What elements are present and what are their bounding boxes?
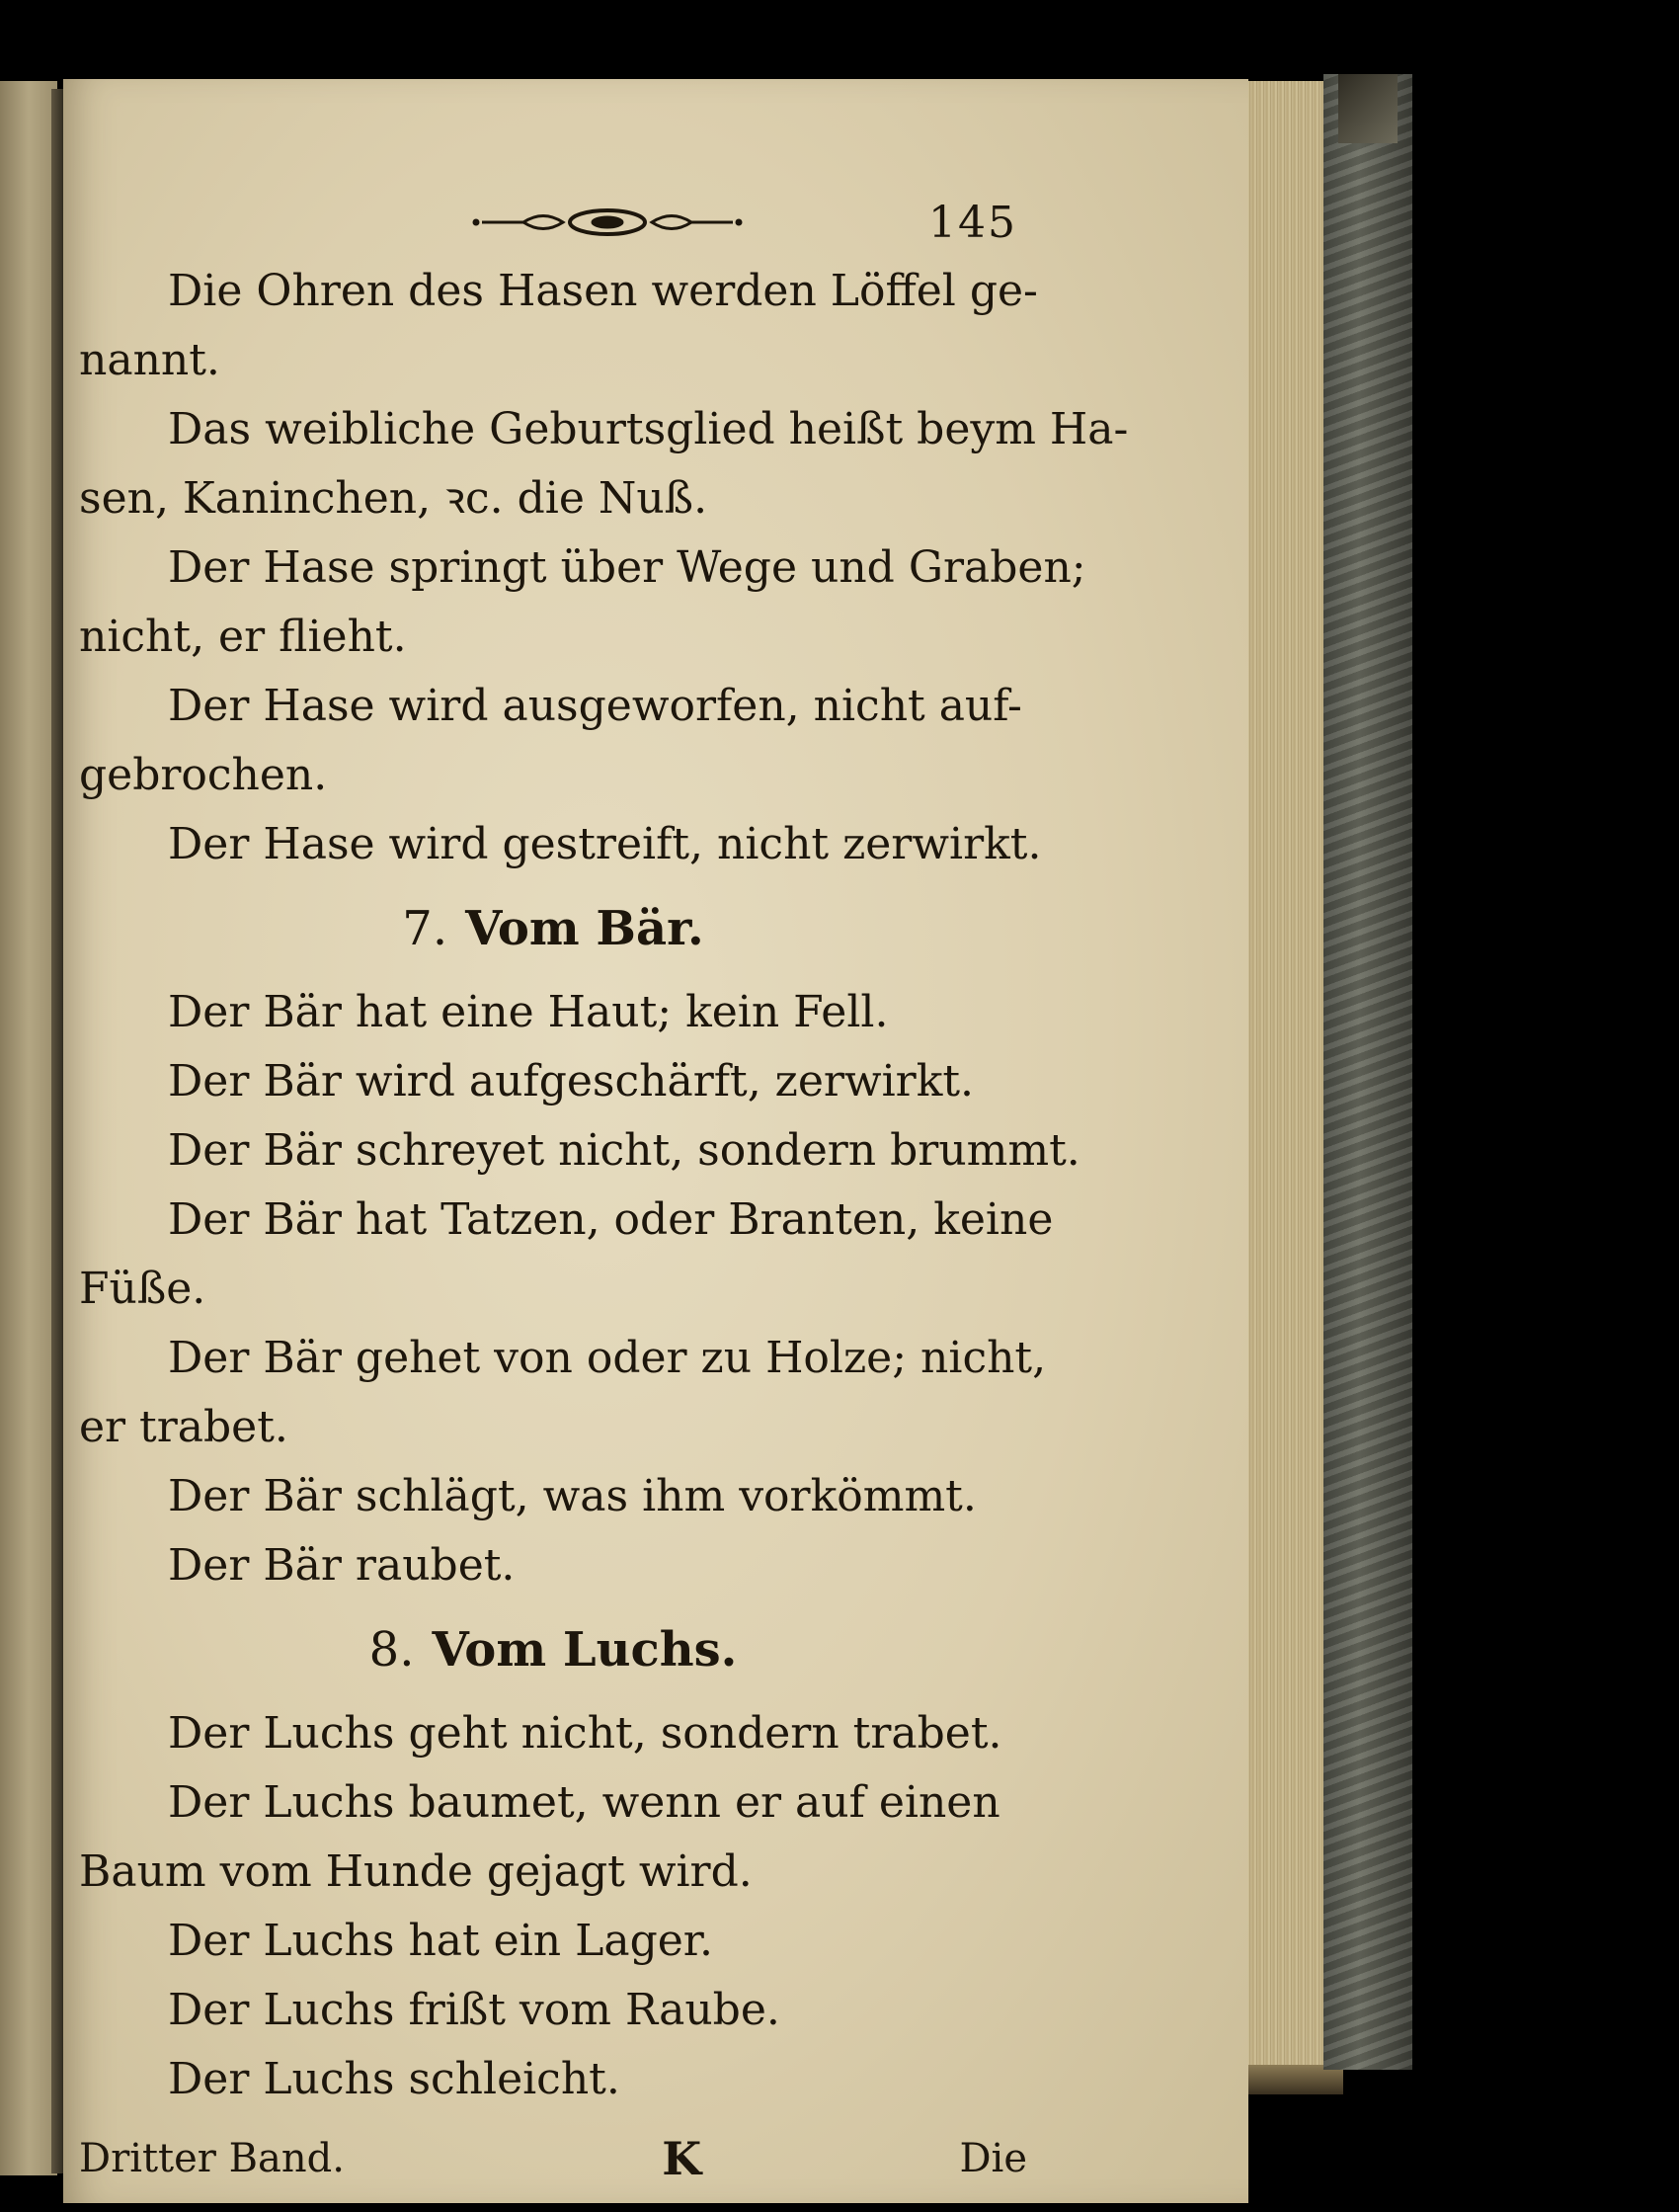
paragraph-line: Der Luchs frißt vom Raube. [168, 1985, 780, 2035]
paragraph-line: sen, Kaninchen, ꝛc. die Nuß. [79, 473, 708, 524]
paragraph-line: Der Luchs schleicht. [168, 2054, 620, 2104]
facing-page-edge [0, 81, 57, 2175]
paragraph-line: gebrochen. [79, 750, 328, 800]
page-text [79, 188, 1129, 2193]
paragraph-line: er trabet. [79, 1402, 288, 1452]
paragraph-line: Der Luchs baumet, wenn er auf einen [168, 1777, 1000, 1828]
paragraph-line: nicht, er flieht. [79, 612, 407, 662]
hare-paragraphs [79, 257, 1129, 879]
paragraph-line: Baum vom Hunde gejagt wird. [79, 1846, 753, 1897]
paragraph-line: Der Bär schreyet nicht, sondern brummt. [168, 1125, 1080, 1176]
paragraph-line: Der Luchs geht nicht, sondern trabet. [168, 1708, 1002, 1759]
paragraph-line: Das weibliche Geburtsglied heißt beym Ha- [168, 404, 1129, 454]
marbled-cover [1323, 74, 1412, 2070]
paragraph-line: Der Bär raubet. [168, 1540, 516, 1591]
paragraph-line [79, 257, 1038, 326]
lynx-lines [79, 1699, 1027, 2114]
section-number: 7. [402, 901, 448, 956]
text-line: Die Ohren des Hasen werden Löffel ge- [168, 266, 1038, 316]
paragraph-line: Der Bär schlägt, was ihm vorkömmt. [168, 1471, 977, 1521]
paragraph-line: Der Bär hat Tatzen, oder Branten, keine [168, 1194, 1054, 1245]
section-heading-lynx [79, 1600, 1027, 1699]
paragraph-line: Der Bär hat eine Haut; kein Fell. [168, 987, 889, 1037]
page-footer [79, 2124, 1027, 2193]
paragraph-line: Der Hase wird ausgeworfen, nicht auf- [168, 681, 1022, 731]
paragraph-line: Der Hase wird gestreift, nicht zerwirkt. [168, 819, 1042, 869]
paragraph-line: Der Bär gehet von oder zu Holze; nicht, [168, 1333, 1047, 1383]
paragraph-line: Der Bär wird aufgeschärft, zerwirkt. [168, 1056, 975, 1106]
signature-mark: K [662, 2132, 702, 2185]
page-header [79, 188, 1027, 257]
ornament-icon [464, 207, 751, 237]
section-number: 8. [368, 1622, 415, 1678]
page-number: 145 [928, 198, 1017, 248]
section-heading-bear [79, 879, 1027, 978]
paragraph-line: Füße. [79, 1264, 206, 1314]
section-title: Vom Bär. [465, 901, 704, 956]
section-title: Vom Luchs. [432, 1622, 738, 1678]
paragraph-line: nannt. [79, 335, 220, 385]
catchword: Die [959, 2136, 1027, 2181]
cover-corner [1338, 74, 1398, 143]
volume-label: Dritter Band. [79, 2136, 345, 2181]
bear-lines [79, 978, 1080, 1600]
paragraph-line: Der Hase springt über Wege und Graben; [168, 542, 1086, 593]
paragraph-line: Der Luchs hat ein Lager. [168, 1916, 713, 1966]
